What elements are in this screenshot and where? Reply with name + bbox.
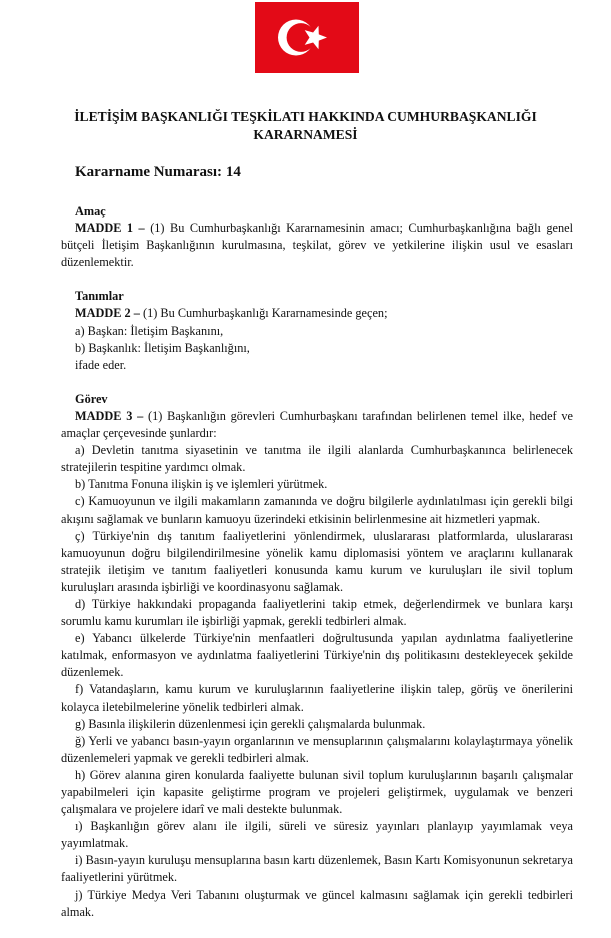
kararname-label: Kararname Numarası: <box>75 164 223 180</box>
document-title-line2: KARARNAMESİ <box>253 127 358 142</box>
article-paragraph <box>61 408 573 442</box>
section-tanimlar <box>61 288 573 373</box>
document-title <box>30 108 581 144</box>
article-number: MADDE 3 – <box>75 408 144 423</box>
duty-item: b) Tanıtma Fonuna ilişkin iş ve işlemleri yürütmek. <box>75 477 328 492</box>
article-text: (1) Bu Cumhurbaşkanlığı Kararnamesinde geçen; <box>142 306 388 321</box>
article-number: MADDE 1 – <box>75 221 145 236</box>
section-heading: Amaç <box>75 204 106 218</box>
duty-item: a) Devletin tanıtma siyasetinin ve tanıtma ile ilgili alanlarda Cumhurbaşkanınca belirlenecek stratejilerin tespitine yardımcı olmak. <box>61 443 573 475</box>
section-amac <box>61 203 573 271</box>
kararname-value: 14 <box>225 164 241 180</box>
section-heading: Tanımlar <box>75 289 124 304</box>
article-paragraph <box>61 220 573 271</box>
definition-closing: ifade eder. <box>75 357 127 372</box>
duty-item: g) Basınla ilişkilerin düzenlenmesi için gerekli çalışmalarda bulunmak. <box>75 716 426 731</box>
article-paragraph <box>61 305 573 322</box>
duty-item: ğ) Yerli ve yabancı basın-yayın organlarının ve mensuplarının çalışmalarını kolaylaştırmaya yönelik düzenlemeleri yapmak ve gerekli tedbirleri almak. <box>61 733 573 765</box>
kararname-number <box>75 164 241 181</box>
duty-item: f) Vatandaşların, kamu kurum ve kuruluşlarının faaliyetlerine ilişkin talep, görüş ve önerilerini kolayca iletebilmelerine yönelik tedbirleri almak. <box>61 682 573 714</box>
duty-item: ı) Başkanlığın görev alanı ile ilgili, süreli ve süresiz yayınları planlayıp yayımlamak veya yayımlatmak. <box>61 819 573 851</box>
duty-item: ç) Türkiye'nin dış tanıtım faaliyetlerini yönlendirmek, uluslararası platformlarda, uluslararası kamuoyunun doğru bilgilendirilmesine yönelik kamu diplomasisi yöntem ve araçlarını kullanarak stratejik iletişim ve tanıtım faaliyetleri konusunda kamu kurum ve kuruluşları ile sivil toplum kuruluşları arasında işbirliği ve koordinasyonu sağlamak. <box>61 528 573 594</box>
duty-item: j) Türkiye Medya Veri Tabanını oluşturmak ve güncel kalmasını sağlamak için gerekli tedbirleri almak. <box>61 887 573 919</box>
definition-item: b) Başkanlık: İletişim Başkanlığını, <box>75 340 250 355</box>
duty-item: h) Görev alanına giren konularda faaliyette bulunan sivil toplum kuruluşlarının başarılı çalışmalar yapabilmeleri için kapasite geliştirme program ve projeleri geliştirmek, uygulamak ve benzeri çalışmalara ve projelere idarî ve mali destekte bulunmak. <box>61 767 573 817</box>
duty-item: e) Yabancı ülkelerde Türkiye'nin menfaatleri doğrultusunda yapılan aydınlatma faaliyetlerine katılmak, enformasyon ve aydınlatma faaliyetlerini Türkiye'nin dış politikasını destekleyecek şekilde düzenlemek. <box>61 631 573 680</box>
definition-item: a) Başkan: İletişim Başkanını, <box>75 323 224 338</box>
duty-item: d) Türkiye hakkındaki propaganda faaliyetlerini takip etmek, değerlendirmek ve bunlara karşı sorumlu kamu kurumları ile işbirliği yapmak, gerekli tedbirleri almak. <box>61 596 573 629</box>
duty-item: c) Kamuoyunun ve ilgili makamların zamanında ve doğru bilgilerle aydınlatılması için gerekli bilgi akışını sağlamak ve bunların kamuoyu üzerindeki etkisinin belirlenmesine ait hizmetleri yapmak. <box>61 494 573 526</box>
article-text: (1) Başkanlığın görevleri Cumhurbaşkanı tarafından belirlenen temel ilke, hedef ve amaçlar çerçevesinde şunlardır: <box>61 408 573 441</box>
document-body <box>61 203 573 938</box>
article-number: MADDE 2 – <box>75 306 140 321</box>
document-title-line1: İLETİŞİM BAŞKANLIĞI TEŞKİLATI HAKKINDA CUMHURBAŞKANLIĞI <box>74 109 537 124</box>
turkish-flag-icon <box>255 2 359 73</box>
section-heading: Görev <box>75 391 108 406</box>
article-text: (1) Bu Cumhurbaşkanlığı Kararnamesinin amacı; Cumhurbaşkanlığına bağlı genel bütçeli İletişim Başkanlığının kurulmasına, teşkilat, görev ve yetkilerine ilişkin usul ve esasları düzenlemektir. <box>61 221 574 270</box>
duty-item: i) Basın-yayın kuruluşu mensuplarına basın kartı düzenlemek, Basın Kartı Komisyonunun sekretarya faaliyetlerini yürütmek. <box>61 853 573 885</box>
section-gorev <box>61 391 573 921</box>
